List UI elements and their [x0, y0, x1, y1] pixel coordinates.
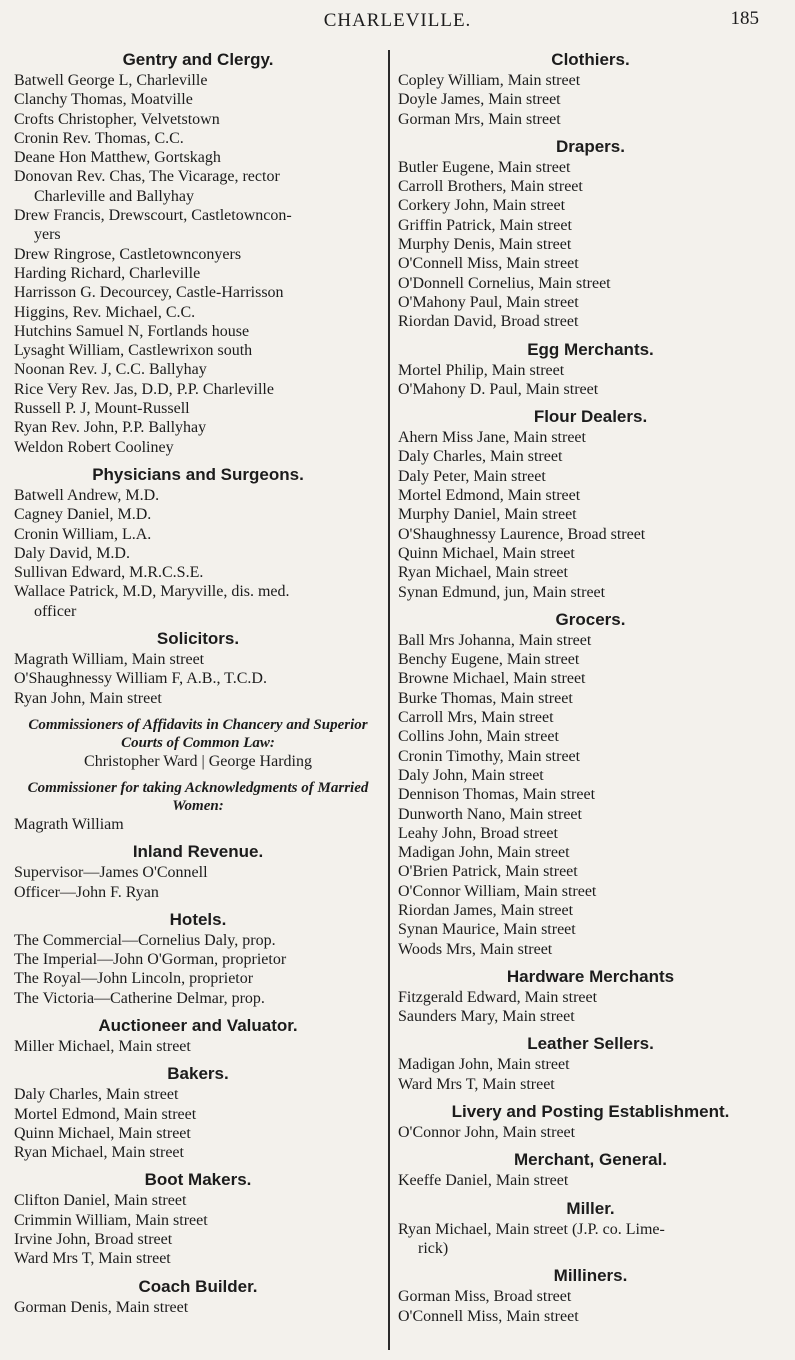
directory-entry: Riordan James, Main street	[398, 901, 574, 919]
section-heading: Inland Revenue.	[132, 842, 264, 862]
directory-entry: Copley William, Main street	[398, 72, 581, 89]
directory-entry: yers	[34, 226, 61, 244]
directory-entry: Butler Eugene, Main street	[398, 158, 571, 176]
directory-entry: O'Shaughnessy William F, A.B., T.C.D.	[14, 670, 267, 688]
section-heading: Coach Builder.	[138, 1276, 258, 1296]
directory-entry: Ryan Michael, Main street (J.P. co. Lime-	[398, 1220, 665, 1238]
directory-entry: Cronin Rev. Thomas, C.C.	[14, 129, 184, 147]
directory-entry: Gorman Denis, Main street	[14, 1298, 189, 1316]
directory-entry: Crofts Christopher, Velvetstown	[14, 110, 220, 128]
directory-entry: Ryan Michael, Main street	[14, 1144, 184, 1162]
section-heading: Merchant, General.	[513, 1150, 668, 1170]
directory-entry: Ryan John, Main street	[14, 689, 162, 707]
page-number: 185	[730, 8, 759, 29]
directory-entry: Miller Michael, Main street	[14, 1037, 191, 1055]
directory-entry: O'Mahony Paul, Main street	[398, 293, 579, 311]
directory-entry: Harrisson G. Decourcey, Castle-Harrisson	[14, 284, 284, 302]
directory-entry: Synan Edmund, jun, Main street	[398, 583, 606, 601]
directory-entry: Keeffe Daniel, Main street	[398, 1172, 569, 1190]
section-heading: Physicians and Surgeons.	[92, 464, 304, 484]
directory-entry: Drew Francis, Drewscourt, Castletowncon-	[14, 207, 292, 225]
directory-entry: Ryan Rev. John, P.P. Ballyhay	[14, 419, 207, 437]
directory-entry: Hutchins Samuel N, Fortlands house	[14, 322, 250, 340]
section-heading: Egg Merchants.	[527, 339, 654, 359]
section-heading: Flour Dealers.	[533, 407, 648, 427]
column-divider	[388, 50, 390, 1350]
directory-entry: Saunders Mary, Main street	[398, 1008, 575, 1026]
directory-entry: Benchy Eugene, Main street	[398, 651, 580, 669]
directory-entry: Corkery John, Main street	[398, 197, 566, 215]
directory-entry: O'Connor William, Main street	[398, 882, 597, 900]
directory-entry: The Royal—John Lincoln, proprietor	[14, 970, 254, 988]
directory-entry: Irvine John, Broad street	[14, 1231, 173, 1249]
section-heading: Grocers.	[555, 609, 626, 629]
directory-entry: O'Donnell Cornelius, Main street	[398, 274, 611, 292]
directory-entry: Batwell George L, Charleville	[14, 72, 208, 89]
directory-entry: Doyle James, Main street	[398, 91, 561, 109]
directory-entry: Rice Very Rev. Jas, D.D, P.P. Charleville	[14, 380, 274, 398]
directory-entry: O'Brien Patrick, Main street	[398, 863, 578, 881]
directory-entry: Noonan Rev. J, C.C. Ballyhay	[14, 361, 207, 379]
directory-entry: Fitzgerald Edward, Main street	[398, 988, 598, 1006]
section-heading: Gentry and Clergy.	[122, 50, 274, 69]
directory-entry: O'Mahony D. Paul, Main street	[398, 380, 599, 398]
directory-entry: Officer—John F. Ryan	[14, 883, 159, 901]
directory-entry: Dennison Thomas, Main street	[398, 786, 596, 804]
directory-entry: Ball Mrs Johanna, Main street	[398, 631, 592, 649]
directory-entry: Daly Charles, Main street	[398, 448, 563, 466]
directory-entry: officer	[34, 602, 77, 620]
directory-entry: Daly John, Main street	[398, 766, 544, 784]
directory-entry: O'Connell Miss, Main street	[398, 1307, 579, 1325]
directory-entry: Mortel Edmond, Main street	[14, 1105, 197, 1123]
directory-entry: Leahy John, Broad street	[398, 824, 558, 842]
directory-entry: Quinn Michael, Main street	[398, 544, 575, 562]
directory-entry: Cronin Timothy, Main street	[398, 747, 581, 765]
directory-entry: Charleville and Ballyhay	[34, 187, 194, 205]
section-heading: Hotels.	[169, 909, 227, 929]
directory-entry: Weldon Robert Cooliney	[14, 438, 174, 456]
directory-entry: O'Shaughnessy Laurence, Broad street	[398, 525, 646, 543]
directory-entry: Russell P. J, Mount-Russell	[14, 400, 190, 418]
commissioner-note: Commissioners of Affidavits in Chancery and Superior Courts of Common Law:	[28, 716, 368, 751]
section-heading: Milliners.	[553, 1266, 628, 1286]
directory-entry: Clanchy Thomas, Moatville	[14, 91, 193, 109]
directory-entry: Ryan Michael, Main street	[398, 564, 568, 582]
directory-entry: Quinn Michael, Main street	[14, 1124, 191, 1142]
directory-entry: The Commercial—Cornelius Daly, prop.	[14, 931, 276, 949]
directory-entry: Gorman Miss, Broad street	[398, 1288, 572, 1306]
directory-entry: Riordan David, Broad street	[398, 313, 579, 331]
directory-entry: O'Connor John, Main street	[398, 1124, 576, 1142]
directory-entry: Crimmin William, Main street	[14, 1211, 208, 1229]
section-heading: Drapers.	[556, 136, 625, 156]
directory-entry: Madigan John, Main street	[398, 1056, 570, 1074]
directory-entry: Magrath William	[14, 815, 124, 833]
section-heading: Bakers.	[167, 1064, 229, 1084]
directory-entry: Daly David, M.D.	[14, 544, 130, 562]
right-column	[398, 50, 783, 1326]
directory-entry: Collins John, Main street	[398, 728, 559, 746]
directory-entry: rick)	[418, 1239, 449, 1257]
directory-entry: Gorman Mrs, Main street	[398, 110, 561, 128]
section-heading: Boot Makers.	[144, 1170, 252, 1190]
directory-entry: Lysaght William, Castlewrixon south	[14, 342, 253, 360]
directory-entry: Ahern Miss Jane, Main street	[398, 429, 586, 447]
left-column	[14, 50, 382, 1317]
directory-entry: Burke Thomas, Main street	[398, 689, 573, 707]
page-title: CHARLEVILLE.	[323, 10, 472, 31]
section-heading: Hardware Merchants	[506, 966, 675, 986]
directory-entry: Synan Maurice, Main street	[398, 921, 576, 939]
directory-entry: The Imperial—John O'Gorman, proprietor	[14, 951, 287, 969]
directory-entry: Batwell Andrew, M.D.	[14, 486, 160, 504]
directory-entry: Donovan Rev. Chas, The Vicarage, rector	[14, 168, 280, 186]
directory-entry: Murphy Denis, Main street	[398, 236, 572, 254]
directory-entry: Daly Peter, Main street	[398, 467, 546, 485]
section-heading: Clothiers.	[551, 50, 630, 69]
directory-entry: Mortel Edmond, Main street	[398, 487, 581, 505]
directory-entry: Dunworth Nano, Main street	[398, 805, 582, 823]
directory-entry: Murphy Daniel, Main street	[398, 506, 577, 524]
directory-entry: Magrath William, Main street	[14, 651, 205, 669]
commissioner-names: Christopher Ward | George Harding	[84, 752, 312, 770]
section-heading: Livery and Posting Establishment.	[451, 1102, 730, 1122]
directory-entry: Sullivan Edward, M.R.C.S.E.	[14, 564, 204, 582]
directory-entry: Cronin William, L.A.	[14, 525, 152, 543]
section-heading: Auctioneer and Valuator.	[98, 1015, 298, 1035]
directory-entry: Ward Mrs T, Main street	[398, 1075, 555, 1093]
directory-entry: Griffin Patrick, Main street	[398, 216, 572, 234]
directory-entry: Wallace Patrick, M.D, Maryville, dis. med.	[14, 583, 290, 601]
directory-entry: Ward Mrs T, Main street	[14, 1250, 171, 1268]
section-heading: Solicitors.	[156, 629, 240, 649]
directory-entry: Supervisor—James O'Connell	[14, 864, 208, 882]
directory-entry: Woods Mrs, Main street	[398, 940, 553, 958]
directory-entry: Carroll Brothers, Main street	[398, 178, 583, 196]
directory-entry: Madigan John, Main street	[398, 844, 570, 862]
directory-entry: Browne Michael, Main street	[398, 670, 586, 688]
commissioner-note: Commissioner for taking Acknowledgments of Married Women:	[27, 779, 369, 814]
directory-entry: Deane Hon Matthew, Gortskagh	[14, 149, 221, 167]
directory-entry: Harding Richard, Charleville	[14, 264, 201, 282]
directory-entry: Drew Ringrose, Castletownconyers	[14, 245, 242, 263]
directory-entry: Mortel Philip, Main street	[398, 361, 565, 379]
directory-entry: Clifton Daniel, Main street	[14, 1192, 187, 1210]
section-heading: Leather Sellers.	[527, 1034, 654, 1054]
directory-entry: Cagney Daniel, M.D.	[14, 506, 152, 524]
directory-entry: Daly Charles, Main street	[14, 1086, 179, 1104]
directory-entry: Carroll Mrs, Main street	[398, 709, 554, 727]
section-heading: Miller.	[566, 1198, 615, 1218]
directory-entry: Higgins, Rev. Michael, C.C.	[14, 303, 196, 321]
directory-entry: The Victoria—Catherine Delmar, prop.	[14, 989, 265, 1007]
directory-entry: O'Connell Miss, Main street	[398, 255, 579, 273]
